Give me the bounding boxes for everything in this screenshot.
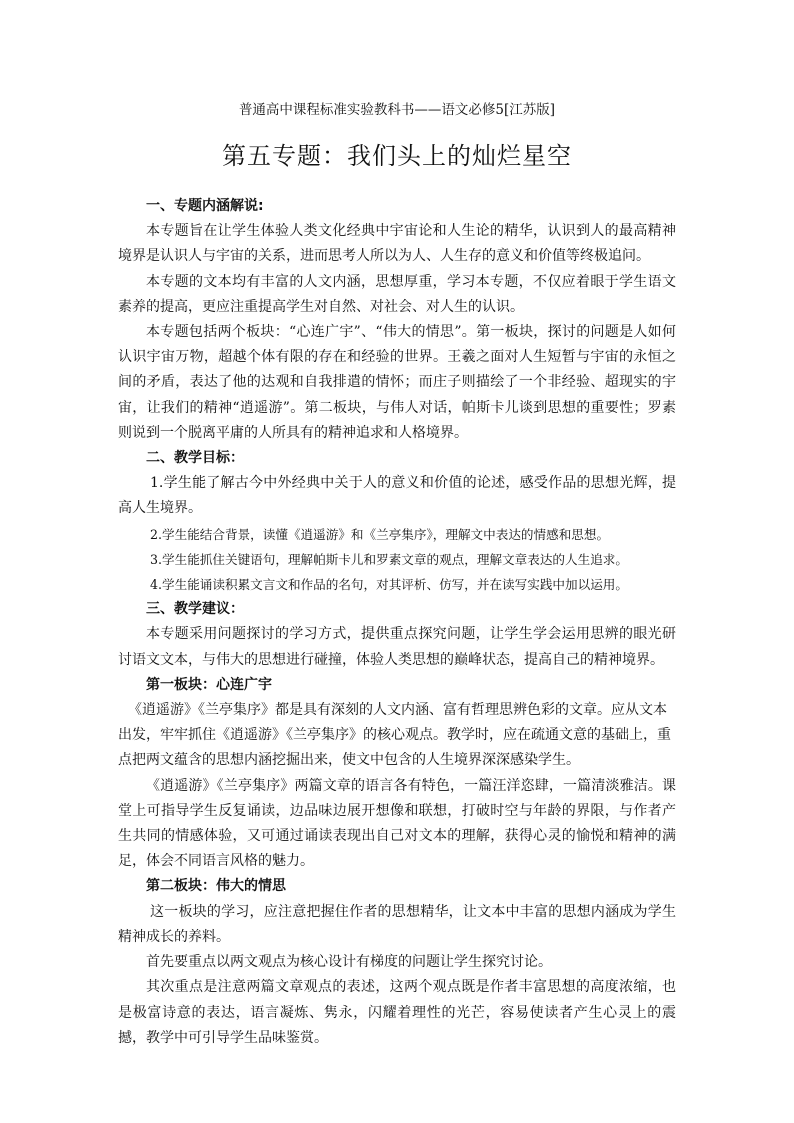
section-1-paragraph-1: 本专题旨在让学生体验人类文化经典中宇宙论和人生论的精华，认识到人的最高精神境界是认识人与宇宙的关系，进而思考人所以为人、人生存的意义和价值等终极追问。 bbox=[118, 223, 676, 265]
block-1-paragraph-1: 《逍遥游》《兰亭集序》都是具有深刻的人文内涵、富有哲理思辨色彩的文章。应从文本出发，牢牢抓住《逍遥游》《兰亭集序》的核心观点。教学时，应在疏通文意的基础上，重点把两文蕴含的思想内涵挖掘出来，使文中包含的人生境界深深感染学生。 bbox=[118, 702, 671, 769]
section-1-heading: 一、专题内涵解说: bbox=[146, 198, 264, 214]
goal-item-3: 3.学生能抓住关键语句，理解帕斯卡儿和罗素文章的观点，理解文章表达的人生追求。 bbox=[150, 551, 628, 567]
block-2-paragraph-1: 这一板块的学习，应注意把握住作者的思想精华，让文本中丰富的思想内涵成为学生精神成长的养料。 bbox=[118, 903, 676, 945]
block-2-paragraph-2: 首先要重点以两文观点为核心设计有梯度的问题让学生探究讨论。 bbox=[146, 954, 552, 971]
block-1-paragraph-2: 《逍遥游》《兰亭集序》两篇文章的语言各有特色，一篇汪洋恣肆，一篇清淡雅洁。课堂上可指导学生反复诵读，边品味边展开想像和联想，打破时空与年龄的界限，与作者产生共同的情感体验，又可通过诵读表现出自己对文本的理解，获得心灵的愉悦和精神的满足，体会不同语言风格的魅力。 bbox=[118, 777, 676, 870]
goal-item-4: 4.学生能诵读积累文言文和作品的名句，对其评析、仿写，并在读写实践中加以运用。 bbox=[150, 577, 628, 593]
page-title: 第五专题：我们头上的灿烂星空 bbox=[222, 142, 572, 170]
goal-item-1: 1.学生能了解古今中外经典中关于人的意义和价值的论述，感受作品的思想光辉，提高人生境界。 bbox=[118, 475, 676, 517]
block-1-heading: 第一板块：心连广宇 bbox=[146, 676, 272, 693]
section-1-paragraph-3: 本专题包括两个板块：“心连广宇”、“伟大的情思”。第一板块，探讨的问题是人如何认识宇宙万物，超越个体有限的存在和经验的世界。王羲之面对人生短暂与宇宙的永恒之间的矛盾，表达了他的达观和自我排遣的情怀；而庄子则描绘了一个非经验、超现实的宇宙，让我们的精神“逍遥游”。第二板块，与伟人对话，帕斯卡儿谈到思想的重要性；罗素则说到一个脱离平庸的人所具有的精神追求和人格境界。 bbox=[118, 324, 676, 441]
section-2-heading: 二、教学目标： bbox=[146, 450, 244, 467]
block-2-paragraph-3: 其次重点是注意两篇文章观点的表述，这两个观点既是作者丰富思想的高度浓缩，也是极富诗意的表达，语言凝炼、隽永，闪耀着理性的光芒，容易使读者产生心灵上的震撼，教学中可引导学生品味鉴赏。 bbox=[118, 979, 676, 1046]
goal-item-2: 2.学生能结合背景，读懂《逍遥游》和《兰亭集序》，理解文中表达的情感和思想。 bbox=[150, 526, 610, 542]
document-body bbox=[118, 194, 676, 1051]
section-1-paragraph-2: 本专题的文本均有丰富的人文内涵，思想厚重，学习本专题，不仅应着眼于学生语文素养的提高，更应注重提高学生对自然、对社会、对人生的认识。 bbox=[118, 273, 676, 315]
document-header: 普通高中课程标准实验教科书——语文必修5[江苏版] bbox=[238, 102, 556, 118]
section-3-paragraph-1: 本专题采用问题探讨的学习方式，提供重点探究问题，让学生学会运用思辨的眼光研讨语文文本，与伟大的思想进行碰撞，体验人类思想的巅峰状态，提高自己的精神境界。 bbox=[118, 626, 676, 668]
section-3-heading: 三、教学建议： bbox=[146, 601, 244, 618]
block-2-heading: 第二板块：伟大的情思 bbox=[146, 878, 286, 895]
